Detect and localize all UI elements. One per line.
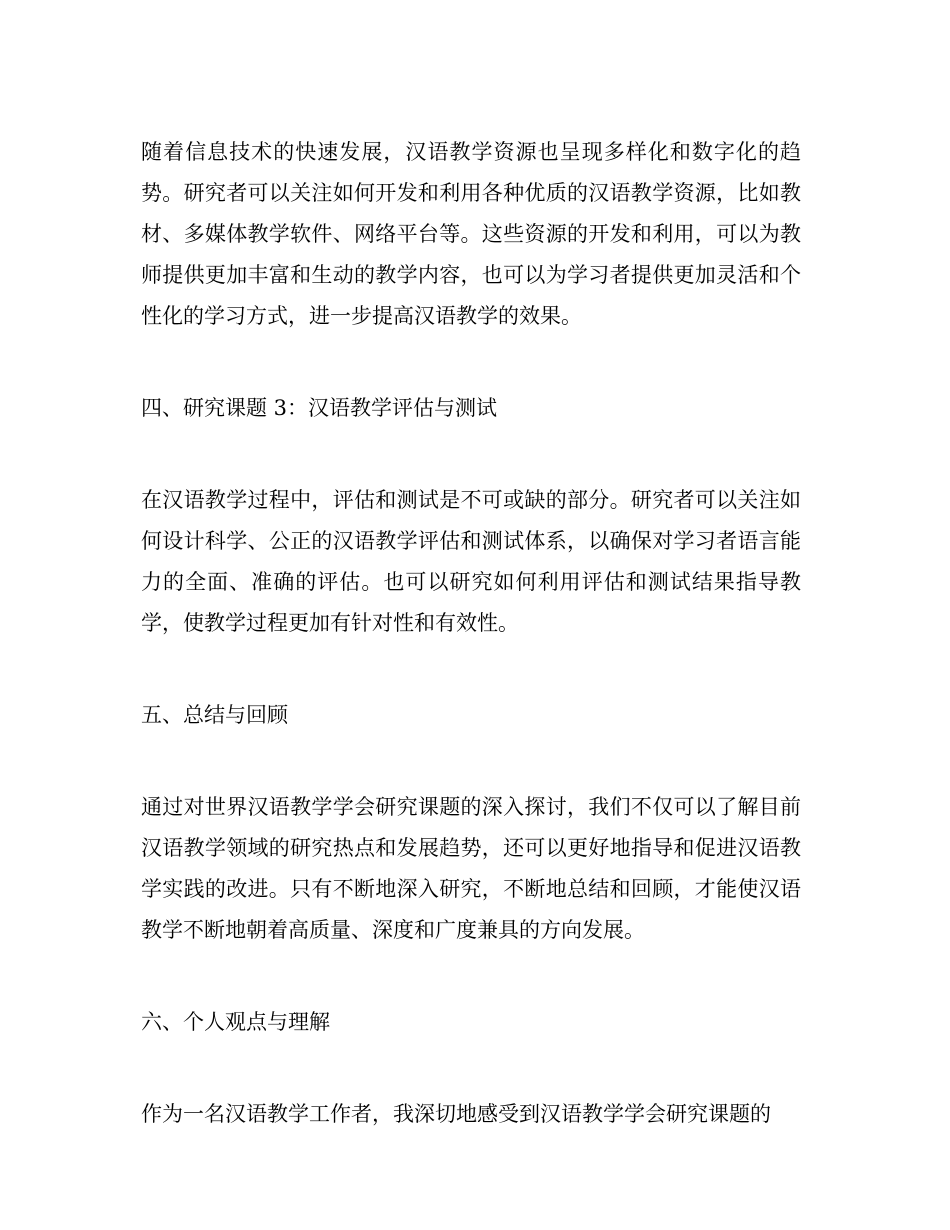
paragraph-personal-view: 作为一名汉语教学工作者，我深切地感受到汉语教学学会研究课题的 xyxy=(141,1102,771,1126)
paragraph-gap xyxy=(141,1043,801,1094)
heading-topic-3: 四、研究课题 3：汉语教学评估与测试 xyxy=(141,396,498,420)
paragraph-summary: 通过对世界汉语教学学会研究课题的深入探讨，我们不仅可以了解目前汉语教学领域的研究热点和发展趋势，还可以更好地指导和促进汉语教学实践的改进。只有不断地深入研究，不断地总结和回顾，才能使汉语教学不断地朝着高质量、深度和广度兼具的方向发展。 xyxy=(141,795,801,942)
paragraph-gap xyxy=(141,736,801,787)
paragraph-gap xyxy=(141,644,801,695)
document-body xyxy=(141,132,801,1135)
heading-summary: 五、总结与回顾 xyxy=(141,703,288,727)
paragraph-gap xyxy=(141,951,801,1002)
paragraph-resources: 随着信息技术的快速发展，汉语教学资源也呈现多样化和数字化的趋势。研究者可以关注如何开发和利用各种优质的汉语教学资源，比如教材、多媒体教学软件、网络平台等。这些资源的开发和利用，可以为教师提供更加丰富和生动的教学内容，也可以为学习者提供更加灵活和个性化的学习方式，进一步提高汉语教学的效果。 xyxy=(141,140,801,328)
paragraph-gap xyxy=(141,337,801,388)
paragraph-assessment: 在汉语教学过程中，评估和测试是不可或缺的部分。研究者可以关注如何设计科学、公正的汉语教学评估和测试体系，以确保对学习者语言能力的全面、准确的评估。也可以研究如何利用评估和测试结果指导教学，使教学过程更加有针对性和有效性。 xyxy=(141,488,801,635)
heading-personal-view: 六、个人观点与理解 xyxy=(141,1010,330,1034)
paragraph-gap xyxy=(141,429,801,480)
